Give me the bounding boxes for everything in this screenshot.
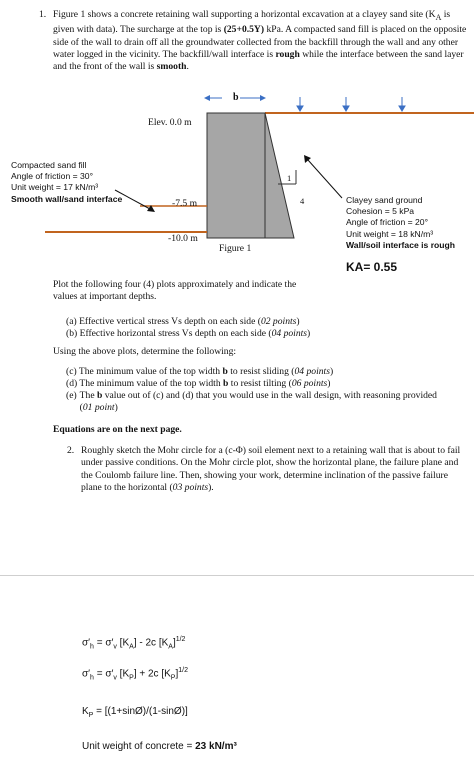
equation-active: $\sigma'_h = \sigma'_v$ $[K_A] - 2c$ $[K_A]^{1/2}$: [82, 636, 186, 651]
equation-passive: $\sigma'_h = \sigma'_v$ $[K_P] + 2c$ $[K_P]^{1/2}$: [82, 667, 188, 682]
slope-v-label: 1: [287, 173, 292, 183]
question-1: [39, 9, 468, 73]
clay-cohesion: Cohesion = 5 kPa: [346, 206, 415, 217]
slope-h-label: 4: [300, 196, 305, 206]
clay-interface: Wall/soil interface is rough: [346, 239, 456, 250]
question-1-number: 1.: [39, 9, 47, 20]
clay-pointer-line: [308, 160, 342, 198]
b-label: b: [233, 92, 239, 103]
sand-unit-weight: Unit weight = 17 kN/m³: [11, 182, 99, 193]
question-2-number: 2.: [67, 445, 75, 456]
elev-bottom-label: -10.0 m: [168, 233, 198, 244]
elev-top-label: Elev. 0.0 m: [148, 117, 192, 128]
question-1-text: Figure 1 shows a concrete retaining wall supporting a horizontal excavation at a clayey sand site ($K_A$ is given with data). The surcharge at the top is (25+0.5Y) kPa. A compacted sand fill is placed on the opposite side of the wall to drain off all the groundwater collected from the backfill through the wall and any other water logged in the vicinity. The backfill/wall interface is rough while the interface between the sand layer and the front of the wall is smooth.: [53, 9, 467, 73]
page-divider: [0, 575, 474, 576]
equation-concrete-weight: Unit weight of concrete = 23 kN/m³: [82, 741, 237, 752]
determine-item-e: (e) The b value out of (c) and (d) that you would use in the wall design, with reasoning provided (01 point): [66, 390, 437, 414]
determine-item-d: (d) The minimum value of the top width b to resist tilting (06 points): [66, 378, 331, 389]
elev-mid-label: -7.5 m: [172, 198, 198, 209]
ka-value: KA= 0.55: [346, 260, 398, 274]
b-arrowhead-left: [204, 95, 210, 101]
clay-name: Clayey sand ground: [346, 195, 423, 205]
retaining-wall: [207, 113, 294, 238]
equations-note: Equations are on the next page.: [53, 424, 182, 435]
b-arrowhead-right: [260, 95, 266, 101]
plot-item-b: (b) Effective horizontal stress Vs depth on each side (04 points): [66, 328, 311, 339]
determine-item-c: (c) The minimum value of the top width b to resist sliding (04 points): [66, 366, 334, 377]
determine-intro: Using the above plots, determine the following:: [53, 346, 237, 357]
clay-friction: Angle of friction = 20°: [346, 217, 429, 228]
surcharge-arrows: [297, 97, 405, 111]
question-2-text: Roughly sketch the Mohr circle for a (c-Φ) soil element next to a retaining wall that is about to fail under passive conditions. On the Mohr circle plot, show the horizontal plane, the failure plane and the Coulomb failure line. Then, showing your work, determine inclination of the passive failure plane to the horizontal (: [81, 445, 461, 493]
sand-friction: Angle of friction = 30°: [11, 171, 94, 182]
question-2: 2. Roughly sketch the Mohr circle for a (c-Φ) soil element next to a retaining wall that is about to fail under passive conditions. On the Mohr circle plot, show the horizontal plane, the failure plane and the Coulomb failure line. Then, showing your work, determine inclination of the passive failure plane to the horizontal (03 points).: [67, 445, 461, 493]
clay-unit-weight: Unit weight = 18 kN/m³: [346, 228, 434, 239]
figure-caption: Figure 1: [219, 243, 252, 254]
clay-ground-label: [346, 195, 455, 251]
sand-fill-name: Compacted sand fill: [11, 160, 87, 170]
plot-item-a: (a) Effective vertical stress Vs depth on each side (02 points): [66, 316, 300, 327]
plot-intro: Plot the following four (4) plots approximately and indicate the values at important depths.: [53, 279, 297, 303]
sand-interface: Smooth wall/sand interface: [11, 193, 123, 204]
sand-fill-label: [11, 160, 122, 205]
equation-kp: $K_P$ = [(1+sinØ)/(1-sinØ)]: [82, 706, 188, 719]
